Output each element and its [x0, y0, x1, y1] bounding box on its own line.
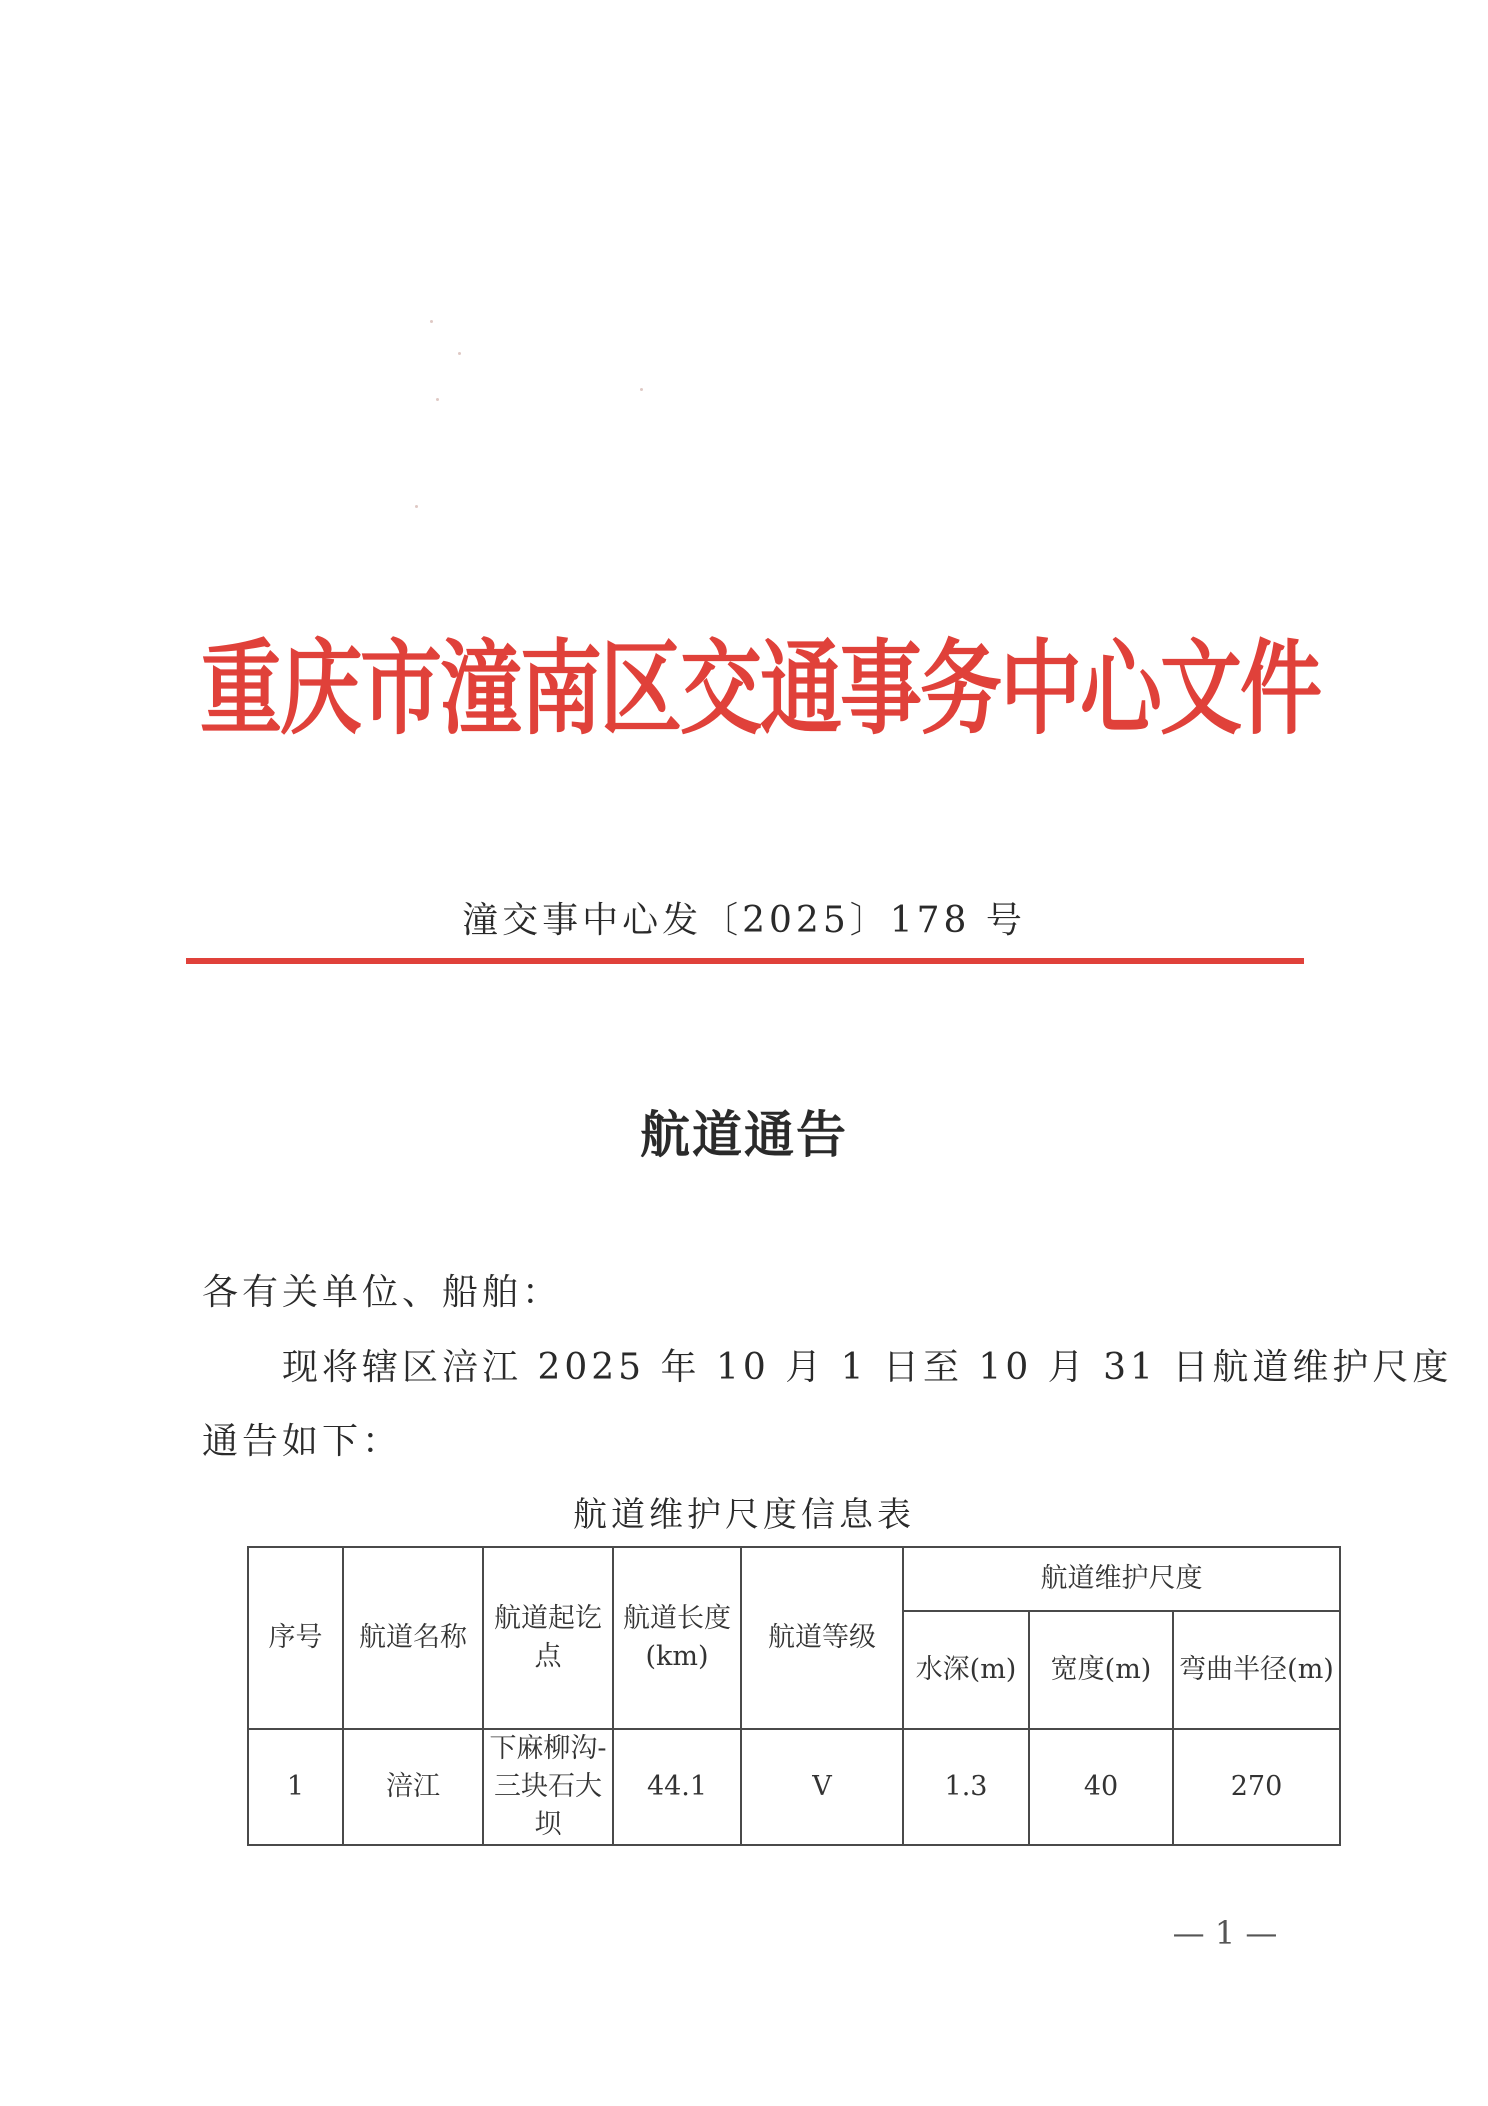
header-cell-name: 航道名称: [343, 1547, 483, 1729]
cell-grade: V: [741, 1729, 903, 1845]
page-number: — 1 —: [1172, 1914, 1278, 1952]
cell-width: 40: [1029, 1729, 1173, 1845]
header-cell-length: 航道长度(km): [613, 1547, 741, 1729]
scan-speckle: [640, 388, 643, 391]
scan-speckle: [430, 320, 433, 323]
header-cell-range: 航道起讫点: [483, 1547, 613, 1729]
cell-length: 44.1: [613, 1729, 741, 1845]
cell-seq: 1: [248, 1729, 343, 1845]
table-caption: 航道维护尺度信息表: [573, 1495, 915, 1535]
channel-maintenance-table: [247, 1546, 1341, 1846]
body-paragraph-line-1: 现将辖区涪江 2025 年 10 月 1 日至 10 月 31 日航道维护尺度: [282, 1347, 1453, 1388]
header-cell-depth: 水深(m): [903, 1611, 1029, 1729]
header-cell-width: 宽度(m): [1029, 1611, 1173, 1729]
scan-speckle: [436, 398, 439, 401]
scan-speckle: [415, 505, 418, 508]
cell-radius: 270: [1173, 1729, 1340, 1845]
body-paragraph-line-2: 通告如下：: [202, 1421, 403, 1462]
notice-title: 航道通告: [640, 1105, 848, 1164]
header-cell-maintenance-group: 航道维护尺度: [903, 1547, 1340, 1611]
header-cell-radius: 弯曲半径(m): [1173, 1611, 1340, 1729]
header-cell-grade: 航道等级: [741, 1547, 903, 1729]
document-header-title: 重庆市潼南区交通事务中心文件: [200, 630, 1321, 749]
red-divider-line: [186, 958, 1304, 964]
document-number: 潼交事中心发〔2025〕178 号: [462, 900, 1026, 941]
table-header-row: [248, 1547, 1340, 1611]
cell-name: 涪江: [343, 1729, 483, 1845]
cell-depth: 1.3: [903, 1729, 1029, 1845]
salutation: 各有关单位、船舶：: [202, 1272, 563, 1313]
header-cell-seq: 序号: [248, 1547, 343, 1729]
table-row: [248, 1729, 1340, 1845]
scan-speckle: [458, 352, 461, 355]
cell-range: 下麻柳沟-三块石大坝: [483, 1729, 613, 1845]
